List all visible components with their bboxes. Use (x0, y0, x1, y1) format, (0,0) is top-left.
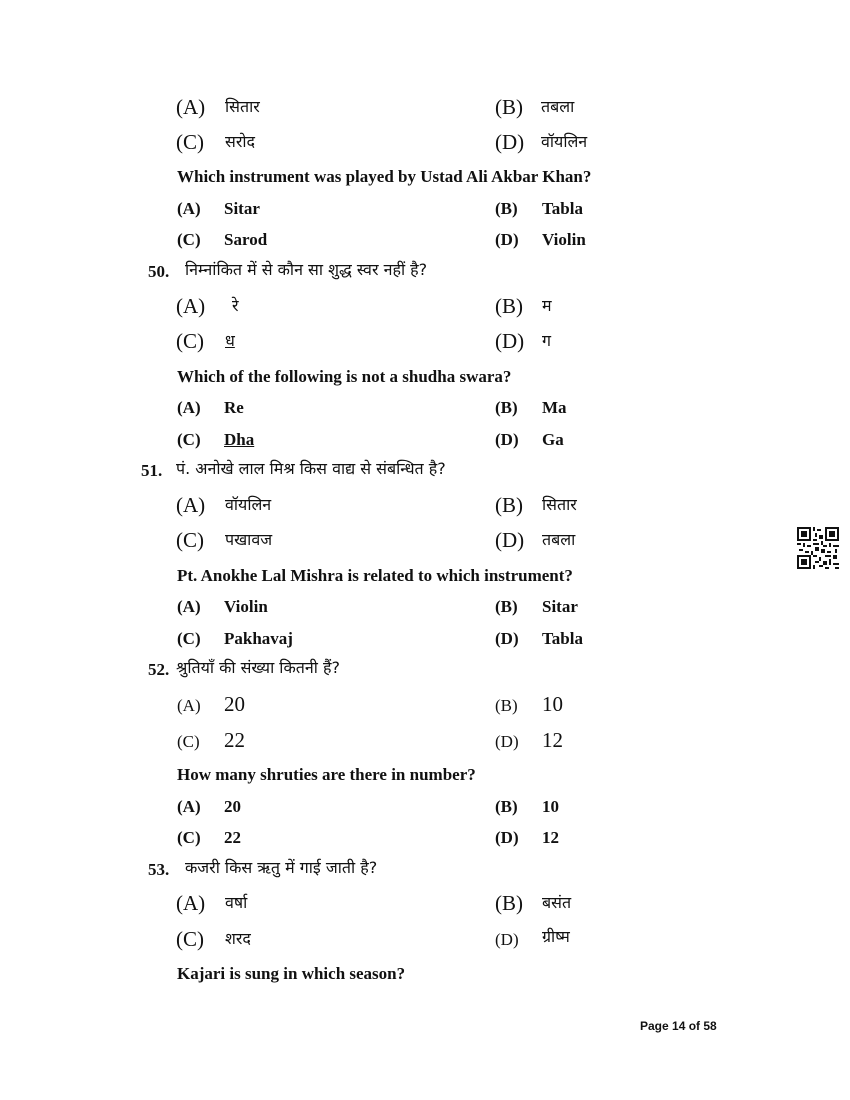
q50-hi-opt-b-text: म (542, 296, 552, 315)
q50-hi-opt-d-text: ग (542, 331, 552, 350)
q50-hi-opt-d-label: (D) (495, 329, 525, 353)
q52-hi-opt-c-label: (C) (177, 732, 200, 751)
q50-question-en: Which of the following is not a shudha swara? (177, 367, 512, 386)
q49-hi-opt-a-text: सितार (225, 97, 260, 116)
q49-question-en: Which instrument was played by Ustad Ali Akbar Khan? (177, 167, 592, 186)
q52-hi-opt-b-label: (B) (495, 696, 518, 715)
q51-hi-opt-b-text: सितार (542, 495, 577, 514)
q49-en-opt-c-text: Sarod (224, 230, 268, 249)
q50-en-opt-b-text: Ma (542, 398, 567, 417)
q51-en-opt-d-text: Tabla (542, 629, 583, 648)
q53-hi-opt-c-text: शरद (225, 929, 251, 948)
q51-hi-opt-c-label: (C) (176, 528, 204, 552)
q51-hi-opt-d-text: तबला (542, 530, 576, 549)
q50-en-opt-d-text: Ga (542, 430, 564, 449)
q49-hi-opt-c-label: (C) (176, 130, 204, 154)
q52-hi-opt-a-text: 20 (224, 692, 245, 716)
q52-en-opt-a-label: (A) (177, 797, 201, 816)
q50-en-opt-a-label: (A) (177, 398, 201, 417)
q53-number: 53. (148, 860, 170, 879)
q51-en-opt-b-label: (B) (495, 597, 518, 616)
q49-hi-opt-d-text: वॉयलिन (541, 132, 588, 151)
q53-hi-opt-a-text: वर्षा (225, 893, 248, 912)
q49-hi-opt-b-text: तबला (541, 97, 575, 116)
q50-hi-opt-c-label: (C) (176, 329, 204, 353)
q50-en-opt-a-text: Re (224, 398, 244, 417)
q52-en-opt-a-text: 20 (224, 797, 241, 816)
q51-en-opt-c-text: Pakhavaj (224, 629, 293, 648)
q51-en-opt-a-label: (A) (177, 597, 201, 616)
q52-en-opt-c-text: 22 (224, 828, 241, 847)
q53-hi-opt-a-label: (A) (176, 891, 206, 915)
q51-hi-opt-a-text: वॉयलिन (225, 495, 272, 514)
q51-en-opt-b-text: Sitar (542, 597, 578, 616)
q53-hi-opt-b-label: (B) (495, 891, 523, 915)
q50-en-opt-c-label: (C) (177, 430, 201, 449)
q50-hi-opt-a-text: रे (232, 296, 239, 315)
q52-hi-opt-b-text: 10 (542, 692, 563, 716)
q51-en-opt-c-label: (C) (177, 629, 201, 648)
q49-en-opt-d-text: Violin (542, 230, 586, 249)
qr-code-icon (797, 527, 839, 569)
q52-en-opt-d-label: (D) (495, 828, 519, 847)
q50-hi-opt-a-label: (A) (176, 294, 206, 318)
q52-question-en: How many shruties are there in number? (177, 765, 476, 784)
q50-hi-opt-c-text: ध (225, 331, 235, 350)
q50-en-opt-c-text: Dha (224, 430, 255, 449)
q49-en-opt-b-label: (B) (495, 199, 518, 218)
q51-en-opt-a-text: Violin (224, 597, 268, 616)
q53-hi-opt-c-label: (C) (176, 927, 204, 951)
q52-number: 52. (148, 660, 170, 679)
q49-hi-opt-a-label: (A) (176, 95, 206, 119)
q51-hi-opt-b-label: (B) (495, 493, 523, 517)
page-number: Page 14 of 58 (640, 1019, 717, 1033)
q53-hi-opt-d-label: (D) (495, 930, 519, 949)
q52-en-opt-c-label: (C) (177, 828, 201, 847)
q52-en-opt-d-text: 12 (542, 828, 559, 847)
q49-hi-opt-b-label: (B) (495, 95, 523, 119)
q53-question-hi: कजरी किस ऋतु में गाई जाती है? (185, 858, 378, 877)
q50-question-hi: निम्नांकित में से कौन सा शुद्ध स्वर नहीं है? (185, 260, 428, 279)
q50-number: 50. (148, 262, 170, 281)
q50-en-opt-d-label: (D) (495, 430, 519, 449)
q49-en-opt-a-label: (A) (177, 199, 201, 218)
q49-hi-opt-d-label: (D) (495, 130, 525, 154)
q52-hi-opt-d-label: (D) (495, 732, 519, 751)
q53-question-en: Kajari is sung in which season? (177, 964, 406, 983)
q52-hi-opt-a-label: (A) (177, 696, 201, 715)
q51-hi-opt-c-text: पखावज (225, 530, 273, 549)
q52-hi-opt-d-text: 12 (542, 728, 563, 752)
q53-hi-opt-d-text: ग्रीष्म (542, 927, 570, 946)
q49-en-opt-c-label: (C) (177, 230, 201, 249)
q49-en-opt-b-text: Tabla (542, 199, 583, 218)
q50-hi-opt-b-label: (B) (495, 294, 523, 318)
q51-hi-opt-a-label: (A) (176, 493, 206, 517)
q52-en-opt-b-text: 10 (542, 797, 559, 816)
q51-question-hi: पं. अनोखे लाल मिश्र किस वाद्य से संबन्धित है? (176, 459, 446, 478)
q51-en-opt-d-label: (D) (495, 629, 519, 648)
q53-hi-opt-b-text: बसंत (542, 893, 572, 912)
q51-question-en: Pt. Anokhe Lal Mishra is related to which instrument? (177, 566, 573, 585)
q51-hi-opt-d-label: (D) (495, 528, 525, 552)
q49-en-opt-d-label: (D) (495, 230, 519, 249)
q49-en-opt-a-text: Sitar (224, 199, 260, 218)
q52-question-hi: श्रुतियाँ की संख्या कितनी हैं? (176, 658, 340, 677)
q52-en-opt-b-label: (B) (495, 797, 518, 816)
q49-hi-opt-c-text: सरोद (225, 132, 256, 151)
q50-en-opt-b-label: (B) (495, 398, 518, 417)
q52-hi-opt-c-text: 22 (224, 728, 245, 752)
q51-number: 51. (141, 461, 163, 480)
